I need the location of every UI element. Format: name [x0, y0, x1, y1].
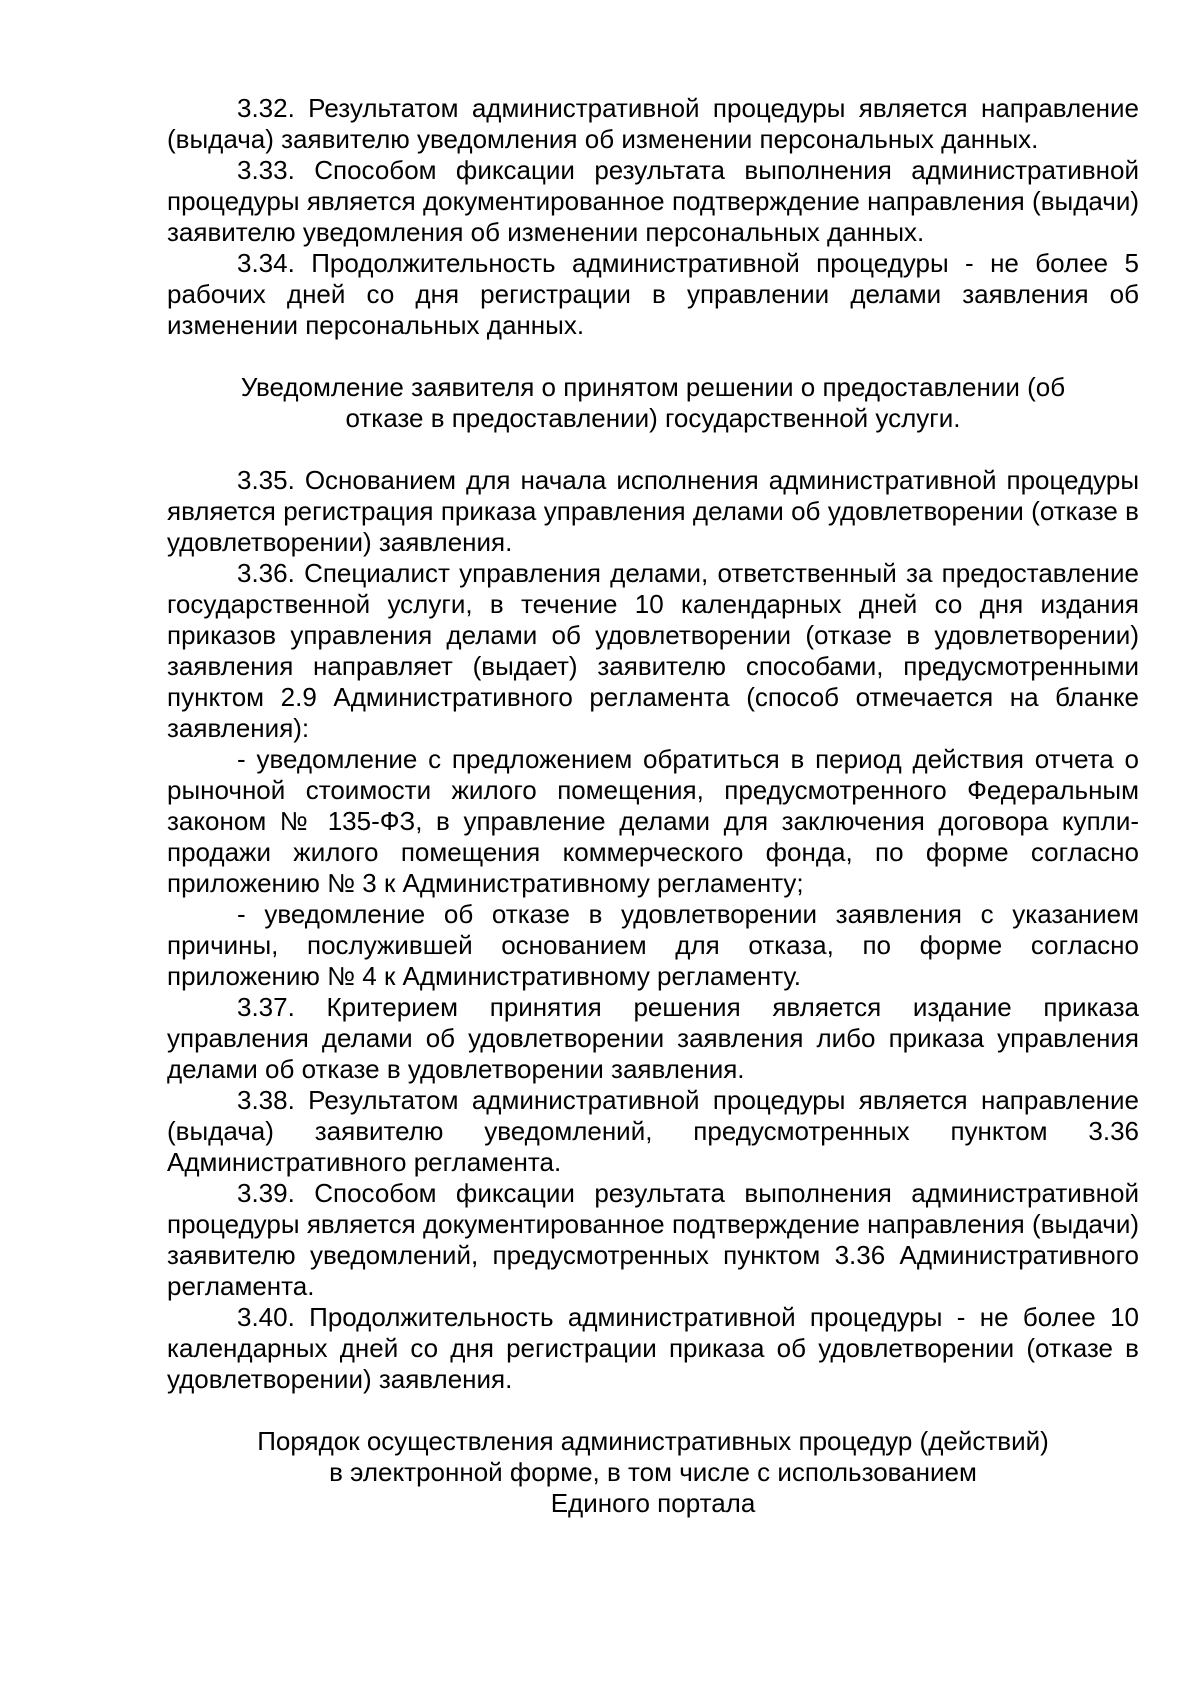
list-item-notification-refusal: - уведомление об отказе в удовлетворении заявления с указанием причины, послужившей основанием для отказа, по форме согласно приложению № 4 к Административному регламенту. — [167, 899, 1139, 991]
section-heading-notification — [167, 372, 1139, 434]
paragraph-3-39: 3.39. Способом фиксации результата выполнения административной процедуры является документированное подтверждение направления (выдачи) заявителю уведомлений, предусмотренных пунктом 3.36 Административного регламента. — [167, 1178, 1139, 1301]
paragraph-3-35: 3.35. Основанием для начала исполнения административной процедуры является регистрация приказа управления делами об удовлетворении (отказе в удовлетворении) заявления. — [167, 465, 1139, 557]
paragraph-3-37: 3.37. Критерием принятия решения является издание приказа управления делами об удовлетворении заявления либо приказа управления делами об отказе в удовлетворении заявления. — [167, 992, 1139, 1084]
list-item-notification-offer: - уведомление с предложением обратиться в период действия отчета о рыночной стоимости жилого помещения, предусмотренного Федеральным законом № 135-ФЗ, в управление делами для заключения договора купли-продажи жилого помещения коммерческого фонда, по форме согласно приложению № 3 к Административному регламенту; — [167, 744, 1139, 898]
paragraph-3-34: 3.34. Продолжительность административной процедуры - не более 5 рабочих дней со дня регистрации в управлении делами заявления об изменении персональных данных. — [167, 248, 1139, 340]
heading-line: Единого портала — [550, 1488, 756, 1518]
paragraph-3-33: 3.33. Способом фиксации результата выполнения административной процедуры является документированное подтверждение направления (выдачи) заявителю уведомления об изменении персональных данных. — [167, 155, 1139, 247]
paragraph-3-38: 3.38. Результатом административной процедуры является направление (выдача) заявителю уведомлений, предусмотренных пунктом 3.36 Административного регламента. — [167, 1085, 1139, 1177]
spacer — [167, 1395, 1139, 1426]
paragraph-3-36: 3.36. Специалист управления делами, ответственный за предоставление государственной услуги, в течение 10 календарных дней со дня издания приказов управления делами об удовлетворении (отказе в удовлетворении) заявления направляет (выдает) заявителю способами, предусмотренными пунктом 2.9 Административного регламента (способ отмечается на бланке заявления): — [167, 558, 1139, 743]
spacer — [167, 434, 1139, 465]
paragraph-3-32: 3.32. Результатом административной процедуры является направление (выдача) заявителю уведомления об изменении персональных данных. — [167, 93, 1139, 154]
heading-line: в электронной форме, в том числе с использованием — [329, 1457, 977, 1487]
section-heading-electronic-procedures — [167, 1426, 1139, 1519]
heading-line: отказе в предоставлении) государственной услуги. — [345, 403, 961, 433]
heading-line: Уведомление заявителя о принятом решении о предоставлении (об — [240, 372, 1066, 402]
paragraph-3-40: 3.40. Продолжительность административной процедуры - не более 10 календарных дней со дня регистрации приказа об удовлетворении (отказе в удовлетворении) заявления. — [167, 1302, 1139, 1394]
heading-line: Порядок осуществления административных процедур (действий) — [257, 1426, 1049, 1456]
spacer — [167, 341, 1139, 372]
